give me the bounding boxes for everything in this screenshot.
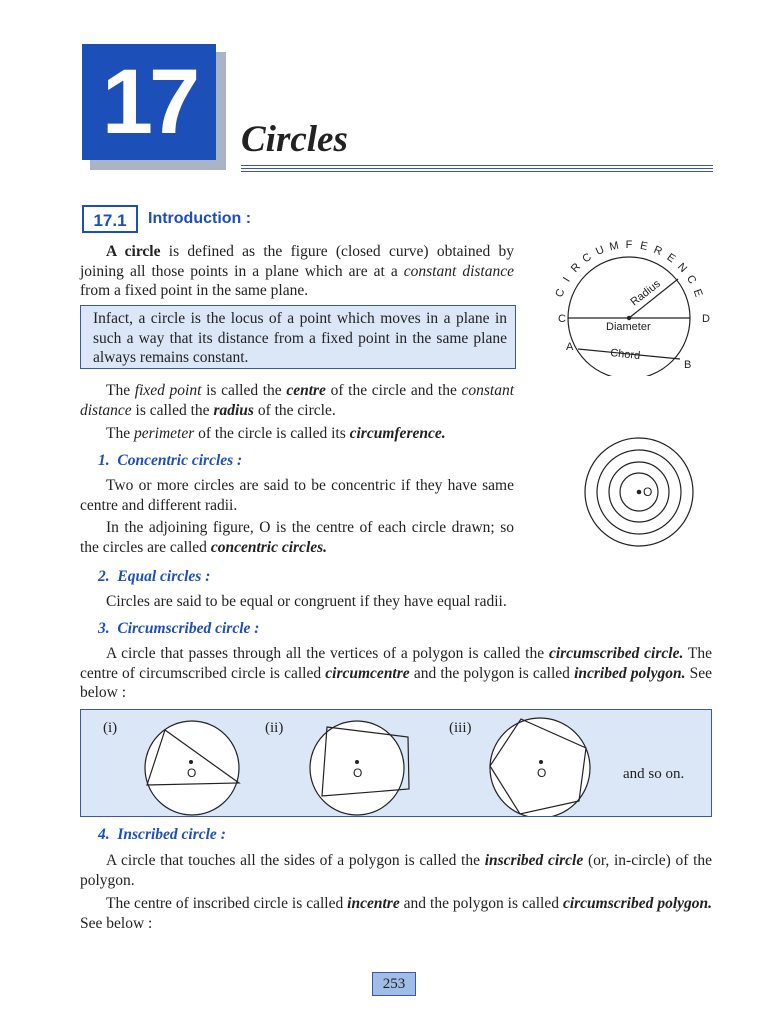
- circumference-letter: N: [674, 260, 690, 275]
- item-heading: [98, 452, 242, 470]
- text: The centre of circumscribed circle is called: [80, 645, 712, 682]
- figure-label: (iii): [449, 720, 472, 736]
- polygon-figures: [81, 710, 711, 816]
- bold-term: incribed polygon.: [574, 664, 686, 682]
- intro-text: from a fixed point in the same plane.: [80, 282, 309, 299]
- item-number: 4.: [98, 826, 110, 843]
- text: (or, in-circle) of the polygon.: [80, 852, 713, 889]
- title-rule: [241, 165, 713, 166]
- definition-box: [80, 305, 516, 369]
- text: of the circle is called its: [194, 425, 350, 442]
- circumference-letter: F: [625, 239, 633, 251]
- figure-label: (i): [103, 720, 118, 736]
- circumference-letter: E: [664, 251, 678, 266]
- circumference-letter: C: [683, 273, 699, 287]
- text: is called the: [201, 382, 287, 399]
- circumference-letter: C: [580, 251, 594, 266]
- concentric-paragraph-2: [80, 518, 514, 557]
- text: of the circle.: [253, 401, 336, 419]
- centre-label: O: [187, 766, 197, 780]
- intro-italic: constant distance: [403, 262, 514, 280]
- inscribed-paragraph-2: [80, 894, 712, 933]
- circumference-letter: C: [553, 287, 568, 299]
- circumference-letter: E: [690, 287, 705, 299]
- text: Circles are said to be equal or congruent if they have equal radii.: [106, 593, 507, 610]
- text: is called the: [131, 401, 214, 419]
- bold-term: incentre: [347, 895, 400, 912]
- text: The: [106, 382, 135, 399]
- bold-term: circumference.: [349, 425, 446, 442]
- point-b-label: B: [684, 359, 692, 371]
- item-heading: [98, 620, 259, 638]
- centre-dot: [189, 760, 193, 764]
- circumference-letter: R: [568, 260, 584, 275]
- concentric-paragraph: [80, 476, 514, 515]
- text: of the circle and the: [325, 382, 462, 399]
- text: See below :: [80, 914, 153, 932]
- centre-dot: [637, 490, 642, 495]
- page-number: 253: [372, 972, 416, 996]
- intro-text: is defined as the figure (closed curve) obtained by joining all those points in a plane which are at a: [80, 243, 514, 280]
- circumscribed-paragraph: [80, 644, 712, 703]
- centre-label: O: [537, 766, 547, 780]
- perimeter-paragraph: [106, 424, 526, 444]
- bold-term: centre: [286, 382, 326, 399]
- text: and the polygon is called: [409, 664, 575, 682]
- text: In the adjoining figure, O is the centre of each circle drawn; so the circles are called: [80, 519, 514, 556]
- text: See below :: [80, 664, 712, 701]
- point-c-label: C: [558, 313, 566, 325]
- italic-term: constant distance: [80, 382, 515, 419]
- diameter-label: Diameter: [606, 321, 651, 333]
- concentric-circles-figure: [576, 436, 708, 550]
- title-rule: [241, 168, 713, 169]
- text: The: [106, 425, 134, 442]
- intro-term: A circle: [106, 243, 161, 260]
- item-number: 2.: [98, 568, 110, 585]
- radius-label: Radius: [628, 277, 663, 309]
- item-heading: [98, 826, 226, 844]
- section-title: Introduction :: [148, 210, 252, 227]
- equal-paragraph: [106, 592, 706, 612]
- intro-paragraph: [80, 242, 514, 301]
- circumference-letter: M: [608, 239, 620, 254]
- bold-term: circumcentre: [325, 664, 410, 682]
- item-number: 3.: [98, 620, 110, 637]
- item-number: 1.: [98, 452, 110, 469]
- chapter-number: 17: [82, 44, 216, 160]
- centre-dot: [355, 760, 359, 764]
- inscribed-paragraph: [80, 851, 712, 890]
- text: A circle that touches all the sides of a polygon is called the: [106, 852, 485, 869]
- centre-paragraph: [80, 381, 514, 420]
- item-title: Inscribed circle :: [117, 826, 226, 843]
- item-heading: [98, 568, 210, 586]
- circumference-letter: U: [594, 243, 607, 259]
- italic-term: perimeter: [133, 425, 195, 442]
- item-title: Circumscribed circle :: [117, 620, 260, 637]
- title-rule: [241, 171, 713, 172]
- bold-term: radius: [213, 401, 254, 419]
- point-d-label: D: [702, 313, 710, 325]
- circumference-letter: R: [651, 243, 664, 259]
- polygon-figure-panel: [80, 709, 712, 817]
- section-number: 17.1: [82, 205, 138, 233]
- centre-dot: [539, 760, 543, 764]
- circumference-letter: E: [638, 239, 649, 254]
- item-title: Concentric circles :: [117, 452, 243, 469]
- italic-term: fixed point: [134, 382, 202, 399]
- chapter-title: Circles: [241, 119, 348, 160]
- circumference-label: [553, 239, 704, 299]
- text: Two or more circles are said to be concentric if they have same centre and different radii.: [80, 477, 514, 514]
- figure-label: (ii): [265, 720, 284, 736]
- bold-term: inscribed circle: [484, 852, 584, 869]
- circle-parts-figure: [540, 236, 720, 376]
- centre-label: O: [643, 485, 653, 499]
- text: and the polygon is called: [399, 895, 563, 912]
- bold-term: concentric circles.: [210, 538, 328, 556]
- point-a-label: A: [566, 341, 574, 353]
- bold-term: circumscribed polygon.: [562, 895, 713, 912]
- text: A circle that passes through all the vertices of a polygon is called the: [106, 645, 549, 662]
- chord-label: Chord: [609, 347, 641, 363]
- bold-term: circumscribed circle.: [548, 645, 684, 662]
- item-title: Equal circles :: [117, 568, 211, 585]
- and-so-on-text: and so on.: [623, 766, 685, 782]
- text: The centre of inscribed circle is called: [106, 895, 348, 912]
- definition-text: Infact, a circle is the locus of a point which moves in a plane in such a way that its distance from a fixed point in the same plane always remains constant.: [93, 310, 507, 366]
- centre-label: O: [353, 766, 363, 780]
- centre-dot: [627, 316, 631, 320]
- circumference-letter: I: [560, 275, 573, 285]
